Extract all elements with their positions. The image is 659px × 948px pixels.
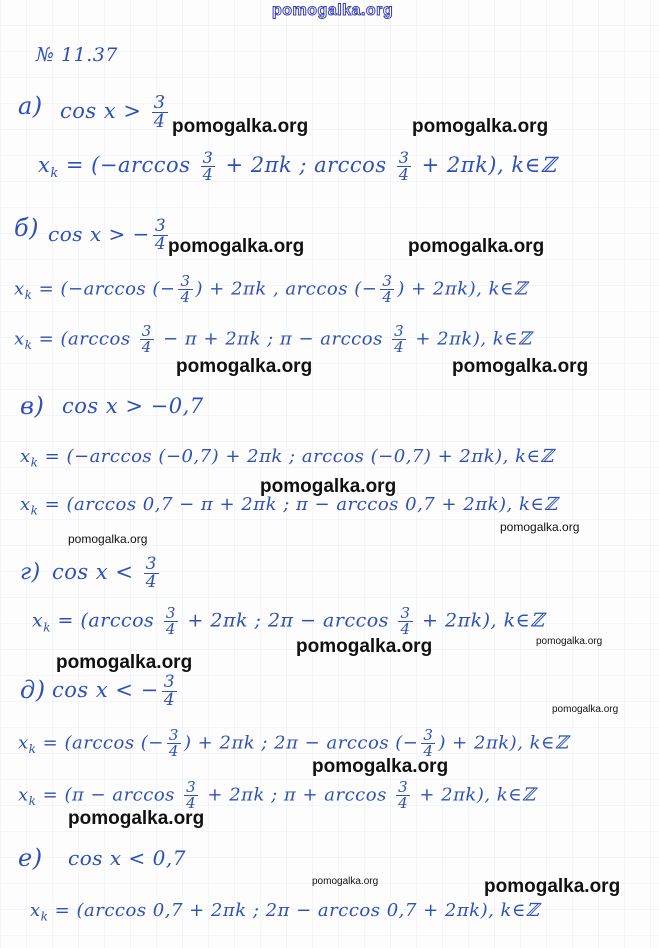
part-a-inequality: cos x > $\frac{3}{4}$ xyxy=(60,92,166,132)
part-a-label: а) xyxy=(18,92,43,120)
part-b-answer-line-1: $x_k = (-\arccos$ (− $\frac{3}{4}$ ) + 2πk , arccos (− $\frac{3}{4}$ ) + 2πk), k∈ℤ xyxy=(14,272,528,306)
watermark: pomogalka.org xyxy=(68,532,148,546)
watermark: pomogalka.org xyxy=(552,704,619,715)
header-watermark: pomogalka.org xyxy=(272,2,394,19)
watermark: pomogalka.org xyxy=(452,356,589,377)
watermark: pomogalka.org xyxy=(56,652,193,673)
part-f-answer-line-1: $x_k = (\arccos$ 0,7 + 2πk ; 2π − arccos 0,7 + 2πk), k∈ℤ xyxy=(30,900,540,924)
part-e-answer-line-1: $x_k = (\arccos$ (− $\frac{3}{4}$ ) + 2πk ; 2π − arccos (− $\frac{3}{4}$ ) + 2πk), k∈ℤ xyxy=(18,726,569,760)
part-b-label: б) xyxy=(14,214,40,242)
watermark: pomogalka.org xyxy=(312,876,379,887)
part-c-label: в) xyxy=(20,392,45,420)
watermark: pomogalka.org xyxy=(172,116,309,137)
part-c-answer-line-2: $x_k = (\arccos$ 0,7 − π + 2πk ; π − arccos 0,7 + 2πk), k∈ℤ xyxy=(20,494,558,518)
part-a-answer-line-1: $x_k = (-\arccos$ $\frac{3}{4}$ + 2πk ; arccos $\frac{3}{4}$ + 2πk), k∈ℤ xyxy=(38,148,557,184)
watermark: pomogalka.org xyxy=(412,116,549,137)
part-f-label: е) xyxy=(18,844,43,872)
part-b-inequality: cos x > − $\frac{3}{4}$ xyxy=(48,216,167,254)
watermark: pomogalka.org xyxy=(536,636,603,647)
part-f-inequality: cos x < 0,7 xyxy=(68,846,186,870)
watermark: pomogalka.org xyxy=(260,476,397,497)
part-e-label: д) xyxy=(20,676,46,704)
part-d-label: г) xyxy=(20,560,41,585)
watermark: pomogalka.org xyxy=(168,236,305,257)
problem-number: № 11.37 xyxy=(36,44,118,66)
watermark: pomogalka.org xyxy=(484,876,621,897)
part-d-inequality: cos x < $\frac{3}{4}$ xyxy=(52,554,157,592)
part-b-answer-line-2: $x_k = (\arccos$ $\frac{3}{4}$ − π + 2πk ; π − arccos $\frac{3}{4}$ + 2πk), k∈ℤ xyxy=(14,322,532,356)
watermark: pomogalka.org xyxy=(408,236,545,257)
part-c-inequality: cos x > −0,7 xyxy=(62,394,204,418)
watermark: pomogalka.org xyxy=(176,356,313,377)
watermark: pomogalka.org xyxy=(296,636,433,657)
part-e-answer-line-2: $x_k = (\pi - \arccos$ $\frac{3}{4}$ + 2πk ; π + arccos $\frac{3}{4}$ + 2πk), k∈ℤ xyxy=(18,778,536,812)
watermark: pomogalka.org xyxy=(500,520,580,534)
watermark: pomogalka.org xyxy=(68,808,205,829)
part-e-inequality: cos x < − $\frac{3}{4}$ xyxy=(52,672,176,710)
part-d-answer-line-1: $x_k = (\arccos$ $\frac{3}{4}$ + 2πk ; 2π − arccos $\frac{3}{4}$ + 2πk), k∈ℤ xyxy=(32,604,545,638)
watermark: pomogalka.org xyxy=(312,756,449,777)
part-c-answer-line-1: $x_k = (-\arccos$ (−0,7) + 2πk ; arccos (−0,7) + 2πk), k∈ℤ xyxy=(20,446,554,470)
